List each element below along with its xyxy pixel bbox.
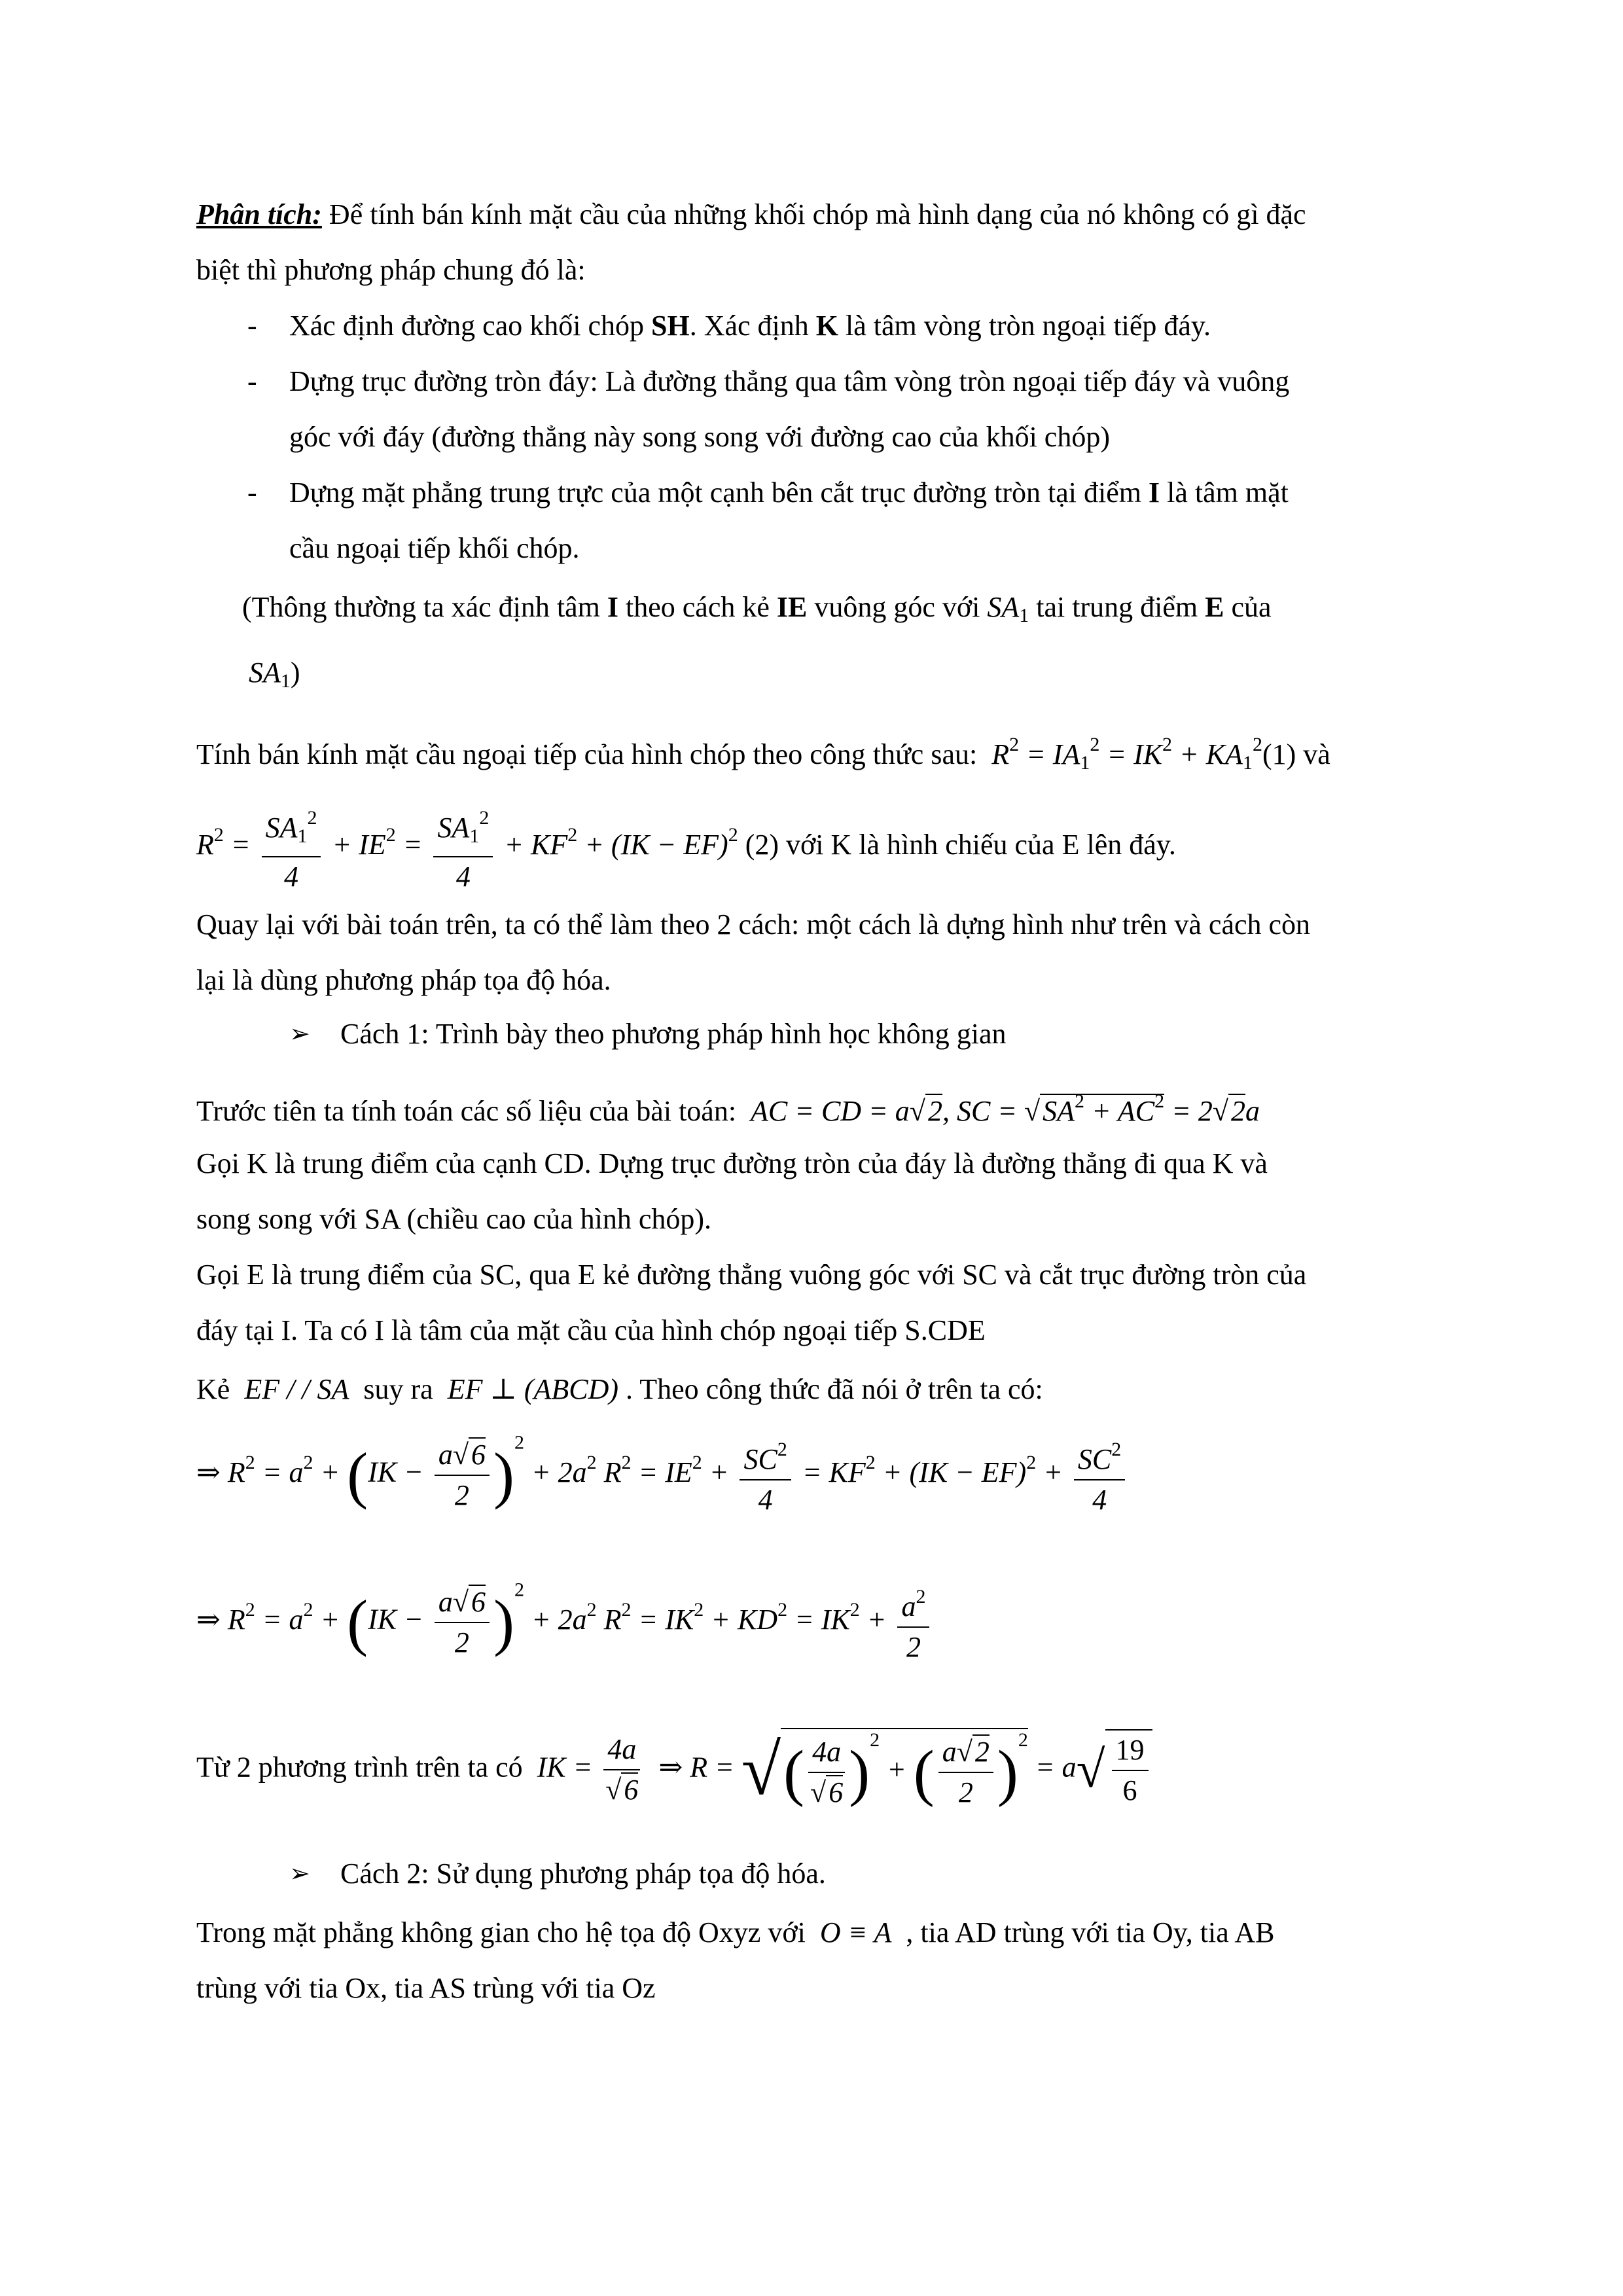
- note-i: I: [607, 591, 619, 623]
- ke-line: [196, 1371, 1043, 1408]
- bullet-1-sh: SH: [651, 310, 690, 342]
- back-line-2: lại là dùng phương pháp tọa độ hóa.: [196, 964, 611, 996]
- k-line-2: song song với SA (chiều cao của hình chóp).: [196, 1203, 712, 1235]
- e-line-1: Gọi E là trung điểm của SC, qua E kẻ đường thẳng vuông góc với SC và cắt trục đường tròn của: [196, 1259, 1307, 1291]
- bullet-2-line-2: góc với đáy (đường thẳng này song song với đường cao của khối chóp): [289, 421, 1110, 453]
- bullet-1-text-a: Xác định đường cao khối chóp: [289, 310, 651, 342]
- bullet-dash: -: [247, 365, 257, 397]
- bullet-3-text-a: Dựng mặt phẳng trung trực của một cạnh bên cắt trục đường tròn tại điểm: [289, 476, 1149, 509]
- arrow-bullet-icon: ➢: [289, 1020, 310, 1048]
- note-text-e: vuông góc với: [807, 591, 988, 623]
- bullet-3-i: I: [1149, 476, 1160, 509]
- bullet-1-text-e: là tâm vòng tròn ngoại tiếp đáy.: [838, 310, 1211, 342]
- compute-formula: AC = CD = a√2, SC = $√SA^2 + AC^2 = 2√2a$: [743, 1090, 1260, 1127]
- k-line-1: Gọi K là trung điểm của cạnh CD. Dựng trục đường tròn của đáy là đường thẳng đi qua K và: [196, 1147, 1268, 1179]
- from-two: Từ 2 phương trình trên ta có: [196, 1751, 523, 1784]
- and-word: và: [1303, 738, 1330, 770]
- ke-c: . Theo công thức đã nói ở trên ta có:: [626, 1373, 1043, 1405]
- bullet-1-k: K: [815, 310, 838, 342]
- back-line-1: Quay lại với bài toán trên, ta có thể làm theo 2 cách: một cách là dựng hình như trên và cách còn: [196, 908, 1311, 941]
- heading: Phân tích:: [196, 198, 322, 230]
- ke-b: suy ra: [363, 1373, 433, 1405]
- formula-intro: Tính bán kính mặt cầu ngoại tiếp của hình chóp theo công thức sau:: [196, 738, 978, 770]
- method-2: Cách 2: Sử dụng phương pháp tọa độ hóa.: [340, 1857, 826, 1890]
- equation-2: ⇒ $R^2 = a^2 + (IK$ − $\frac{a√6}{2}$ )$^2 + 2a^2$ $R^2 = IK^2 + KD^2 = IK^2$ + $\frac{a^2}{2}$: [196, 1577, 933, 1667]
- coord-b: , tia AD trùng với tia Oy, tia AB: [906, 1916, 1275, 1948]
- intro-text-1: Để tính bán kính mặt cầu của những khối chóp mà hình dạng của nó không có gì đặc: [321, 198, 1306, 230]
- bullet-2-line-1: Dựng trục đường tròn đáy: Là đường thẳng qua tâm vòng tròn ngoại tiếp đáy và vuông: [289, 365, 1290, 397]
- bullet-3-line-2: cầu ngoại tiếp khối chóp.: [289, 532, 580, 564]
- math-o-equiv-a: O ≡ A: [812, 1916, 899, 1948]
- formula-1: $R^2 = IA_1^2 = IK^2 + KA_1^2(1)$: [984, 734, 1296, 774]
- formula-2-line: $R^2$ = $\frac{SA_1^2}{4}$ + $IE^2$ = $\frac{SA_1^2}{4}$ + $KF^2 + (IK - EF)^2$ (2) với K là hình chiếu của E lên đáy.: [196, 798, 1176, 897]
- compute-intro: Trước tiên ta tính toán các số liệu của bài toán:: [196, 1095, 737, 1127]
- bullet-3-text-c: là tâm mặt: [1160, 476, 1289, 509]
- arrow-bullet-icon: ➢: [289, 1860, 310, 1888]
- bullet-3-line-1: [289, 475, 1289, 511]
- note-e: E: [1205, 591, 1224, 623]
- bullet-1-text-c: . Xác định: [689, 310, 816, 342]
- math-sa1: $SA_1$: [249, 656, 291, 692]
- coord-a: Trong mặt phẳng không gian cho hệ tọa độ Oxyz với: [196, 1916, 806, 1948]
- intro-line-2: biệt thì phương pháp chung đó là:: [196, 254, 586, 286]
- note-line: [242, 589, 1272, 634]
- note-text-h: của: [1224, 591, 1272, 623]
- math-ef-perp-abcd: EF ⊥ (ABCD): [440, 1373, 619, 1405]
- bullet-dash: -: [247, 310, 257, 342]
- formula-2-tail: với K là hình chiếu của E lên đáy.: [786, 829, 1176, 861]
- bullet-1: [289, 308, 1211, 344]
- frac-sa1-sq-4: $\frac{SA_1^2}{4}$: [433, 798, 493, 897]
- note-text-c: theo cách kẻ: [618, 591, 777, 623]
- coord-line-1: [196, 1914, 1274, 1951]
- equation-1: ⇒ $R^2 = a^2 + (IK$ − $\frac{a√6}{2}$ )$^2 + 2a^2$ $R^2 = IE^2$ + $\frac{SC^2}{4}$ = $KF^2 + (IK - EF)^2$ + $\frac{SC^2}{4}$: [196, 1430, 1129, 1520]
- frac-sa1-sq-4: $\frac{SA_1^2}{4}$: [262, 798, 321, 897]
- e-line-2: đáy tại I. Ta có I là tâm của mặt cầu của hình chóp ngoại tiếp S.CDE: [196, 1314, 986, 1346]
- bullet-dash: -: [247, 476, 257, 509]
- note-text-a: (Thông thường ta xác định tâm: [242, 591, 607, 623]
- math-sa1: $SA_1$: [987, 591, 1029, 626]
- coord-line-2: trùng với tia Ox, tia AS trùng với tia Oz: [196, 1972, 656, 2004]
- note-line-2: [249, 655, 300, 700]
- note-ie: IE: [776, 591, 808, 623]
- note-close: ): [290, 656, 300, 689]
- result-line: Từ 2 phương trình trên ta có IK = $\frac{4a}{√6}$ ⇒ R = √( $\frac{4a}{√6}$ )$^2$ + ( $\frac{a√2}{2}$ )$^2$ = a√ $\frac{19}{6}$: [196, 1728, 1152, 1812]
- compute-line: [196, 1083, 1260, 1130]
- ke-a: Kẻ: [196, 1373, 230, 1405]
- formula-1-line: [196, 726, 1330, 781]
- intro-line-1: [196, 196, 1306, 233]
- math-ef-parallel-sa: EF / / SA: [237, 1373, 357, 1405]
- method-1: Cách 1: Trình bày theo phương pháp hình học không gian: [340, 1018, 1007, 1050]
- note-text-f: tai trung điểm: [1036, 591, 1205, 623]
